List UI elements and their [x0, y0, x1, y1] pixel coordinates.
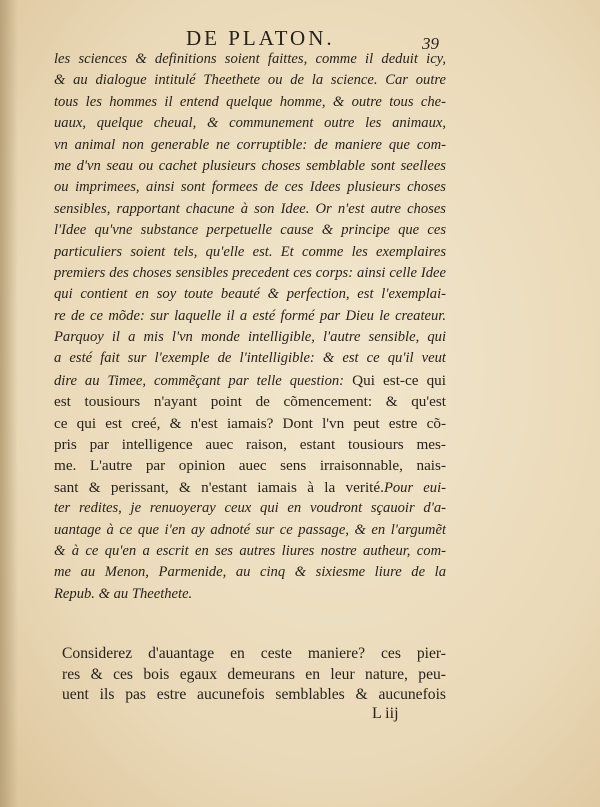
text-line: a esté fait sur l'exemple de l'intelligible: & est ce qu'il veut — [54, 350, 446, 367]
text-line: me. L'autre par opinion auec sens irraisonnable, nais- — [54, 457, 446, 475]
text-line: & au dialogue intitulé Theethete ou de la science. Car outre — [54, 72, 446, 89]
text-line: tous les hommes il entend quelque homme, & outre tous che- — [54, 93, 446, 110]
text-line: premiers des choses sensibles precedent ces corps: ainsi celle Idee — [54, 264, 446, 281]
text-line — [54, 477, 446, 498]
text-line: vn animal non generable ne corruptible: de maniere que com- — [54, 136, 446, 153]
text-line: l'Idee qu'vne substance perpetuelle cause & principe que ces — [54, 222, 446, 239]
text-line: ou imprimees, ainsi sont formees de ces Idees plusieurs choses — [54, 179, 446, 196]
text-line: uaux, quelque cheual, & communement outre les animaux, — [54, 115, 446, 132]
text-line: me d'vn seau ou cachet plusieurs choses semblable sont seellees — [54, 157, 446, 174]
text-roman-run: Qui est-ce qui — [344, 371, 446, 389]
text-line: qui contient en soy toute beauté & perfection, est l'exemplai- — [54, 286, 446, 303]
running-title: DE PLATON. — [186, 26, 335, 50]
text-line: particuliers soient tels, qu'elle est. Et comme les exemplaires — [54, 243, 446, 260]
main-text-block — [54, 49, 446, 605]
text-line: est tousiours n'ayant point de cõmencement: & qu'est — [54, 393, 446, 411]
text-roman-run: sant & perissant, & n'estant iamais à la verité. — [54, 478, 384, 496]
page-gutter-shadow — [0, 0, 18, 807]
text-line: Repub. & au Theethete. — [54, 585, 193, 602]
text-line: me au Menon, Parmenide, au cinq & sixiesme liure de la — [54, 564, 446, 581]
signature-mark: L iij — [372, 705, 399, 722]
text-line: uantage à ce que i'en ay adnoté sur ce passage, & en l'argumẽt — [54, 521, 446, 538]
text-line: sensibles, rapportant chacune à son Idee. Or n'est autre choses — [54, 200, 446, 217]
text-line: re de ce mõde: sur laquelle il a esté formé par Dieu le createur. — [54, 307, 446, 324]
following-paragraph — [62, 644, 446, 706]
text-line: ter redites, je renuoyeray ceux qui en voudront sçauoir d'a- — [54, 500, 446, 517]
text-line: ce qui est creé, & n'est iamais? Dont l'vn peut estre cõ- — [54, 414, 446, 432]
text-italic-run: Pour eui- — [383, 479, 446, 496]
text-line: les sciences & definitions soient faittes, comme il deduit icy, — [54, 51, 446, 67]
text-line: res & ces bois egaux demeurans en leur nature, peu- — [62, 665, 446, 683]
text-line: pris par intelligence auec raison, estant tousiours mes- — [54, 436, 446, 454]
text-line: Considerez d'auantage en ceste maniere? ces pier- — [62, 645, 446, 662]
text-line — [54, 370, 446, 391]
text-line: & à ce qu'en a escrit en ses autres liures nostre autheur, com- — [54, 542, 446, 559]
page-number: 39 — [422, 34, 439, 53]
text-italic-run: dire au Timee, commẽçant par telle question: — [54, 372, 345, 389]
text-line: uent ils pas estre aucunefois semblables & aucunefois — [62, 686, 446, 704]
text-line: Parquoy il a mis l'vn monde intelligible, l'autre sensible, qui — [54, 329, 446, 346]
